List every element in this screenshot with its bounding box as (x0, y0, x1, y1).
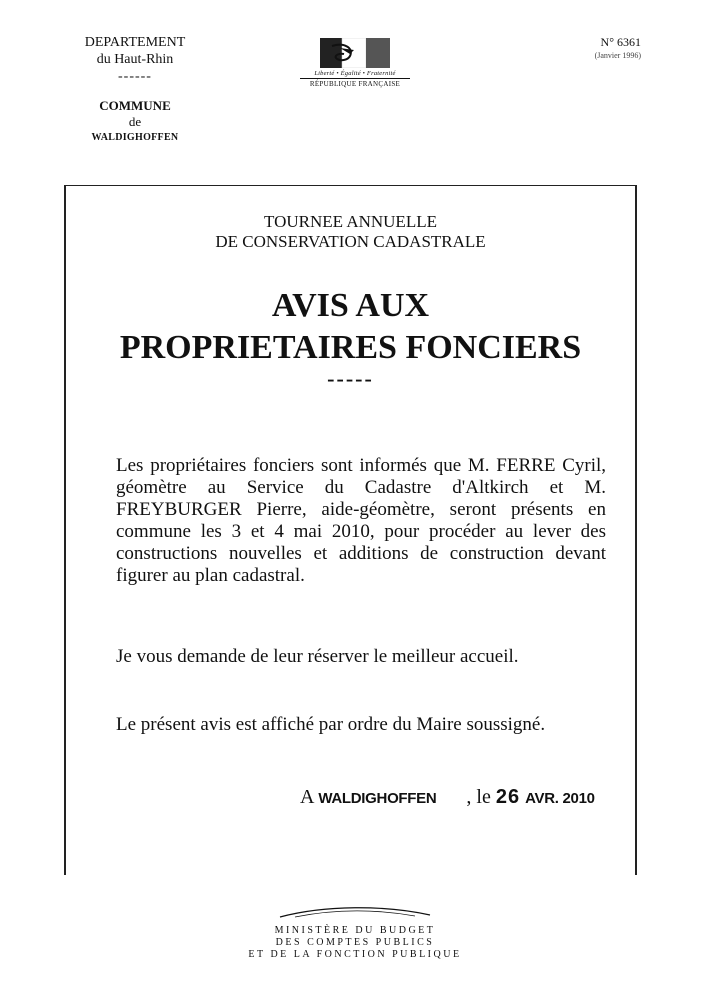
commune-block (70, 98, 200, 146)
department-block (70, 34, 200, 85)
ministry-line-2: DES COMPTES PUBLICS (275, 937, 435, 948)
ministry-swoosh-icon (275, 905, 435, 919)
title-line-2: PROPRIETAIRES FONCIERS (119, 329, 582, 366)
title-dashes: ----- (327, 366, 374, 391)
notice-subtitle (64, 212, 637, 252)
subtitle-line-1: TOURNEE ANNUELLE (264, 212, 437, 231)
logo-motto: Liberté • Égalité • Fraternité (314, 70, 396, 77)
dateline-le: , le (466, 786, 491, 808)
notice-title (64, 285, 637, 369)
commune-name: WALDIGHOFFEN (91, 132, 179, 143)
dateline-day-stamp: 26 (495, 786, 521, 808)
dateline-month-year-stamp: AVR. 2010 (525, 790, 595, 807)
subtitle-line-2: DE CONSERVATION CADASTRALE (215, 232, 486, 251)
dateline-prefix: A (300, 786, 314, 808)
logo-republic: RÉPUBLIQUE FRANÇAISE (300, 78, 410, 88)
notice-paragraph-3: Le présent avis est affiché par ordre du Maire soussigné. (116, 714, 546, 735)
republic-logo (300, 38, 410, 88)
dateline (300, 786, 595, 810)
ministry-footer (230, 905, 480, 961)
notice-paragraph-1: Les propriétaires fonciers sont informés que M. FERRE Cyril, géomètre au Service du Cadastre d'Altkirch et M. FREYBURGER Pierre, aide-géomètre, seront présents en commune les 3 et 4 mai 2010, pour procéder au lever des constructions nouvelles et additions de construction devant figurer au plan cadastral. (116, 455, 606, 586)
marianne-icon (310, 38, 400, 68)
notice-paragraph-2: Je vous demande de leur réserver le meilleur accueil. (116, 646, 519, 667)
commune-de: de (128, 114, 142, 129)
form-edition: (Janvier 1996) (594, 51, 641, 60)
title-line-1: AVIS AUX (271, 287, 430, 324)
commune-label: COMMUNE (99, 98, 171, 113)
dateline-place-stamp: WALDIGHOFFEN (318, 790, 437, 807)
form-number-block (595, 36, 641, 62)
ministry-line-3: ET DE LA FONCTION PUBLIQUE (248, 949, 462, 960)
form-number: N° 6361 (600, 35, 641, 49)
department-name: du Haut-Rhin (96, 52, 174, 67)
department-separator: ------ (118, 69, 152, 84)
department-label: DEPARTEMENT (84, 35, 186, 50)
ministry-line-1: MINISTÈRE DU BUDGET (274, 925, 436, 936)
